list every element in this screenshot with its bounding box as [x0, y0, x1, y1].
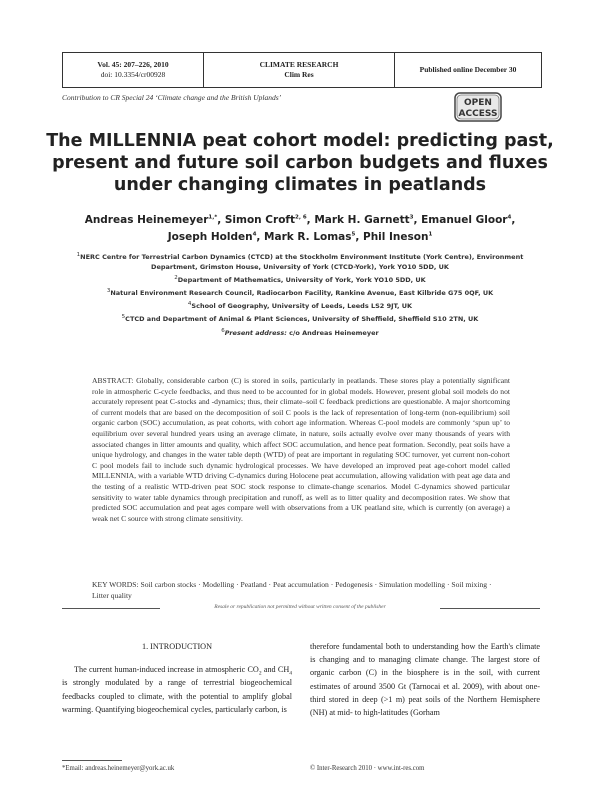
- author-affiliation-marker: 1,*: [208, 214, 218, 221]
- affiliation-2: $^2$Department of Mathematics, University of York, York YO10 5DD, UK: [174, 274, 426, 284]
- resale-note: Resale or republication not permitted without written consent of the publisher: [160, 604, 440, 610]
- doi-link[interactable]: doi: 10.3354/cr00928: [100, 70, 166, 79]
- copyright-note: © Inter-Research 2010 · www.int-res.com: [310, 765, 425, 772]
- abstract: [92, 376, 510, 524]
- author-list: [60, 212, 540, 246]
- author-affiliation-marker: 3: [409, 214, 414, 221]
- author-name: Joseph Holden: [167, 231, 253, 243]
- open-access-logo: [454, 92, 502, 122]
- author-separator: ,: [355, 231, 363, 243]
- journal-abbrev: Clim Res: [284, 70, 314, 79]
- author-affiliation-marker: 5: [351, 231, 356, 238]
- affiliation-3: $^3$Natural Environment Research Council, Radiocarbon Facility, Rankine Avenue, East Kilbride G75 0QF, UK: [106, 287, 494, 297]
- published-cell: [395, 53, 541, 87]
- affiliation-1: $^1$NERC Centre for Terrestrial Carbon Dynamics (CTCD) at the Stockholm Environment Institute (York Centre), Environment Department, Grimston House, University of York (CTCD-York), York YO10 5DD, UK: [76, 251, 524, 271]
- keywords: [92, 580, 510, 601]
- paper-title: The MILLENNIA peat cohort model: predicting past, present and future soil carbon budgets and fluxes under changing climates in peatlands: [46, 131, 554, 195]
- intro-paragraph-2: therefore fundamental both to understanding how the Earth's climate is changing and to managing climate change. The largest store of organic carbon (C) in the biosphere is in the soil, with current estimates of around 3500 Gt (Tarnocai et al. 2009), with about one-third stored in deep (>1 m) peat soils of the Northern Hemisphere (NH) at mid- to high-latitudes (Gorham: [310, 642, 540, 718]
- author-separator: ,: [256, 231, 265, 243]
- author-name: Mark H. Garnett: [314, 214, 410, 226]
- keywords-label: KEY WORDS:: [92, 580, 139, 589]
- author-affiliation-marker: 4: [252, 231, 257, 238]
- section-heading-introduction: 1. INTRODUCTION: [141, 642, 213, 651]
- author-name: Andreas Heinemeyer: [84, 214, 209, 226]
- author-affiliation-marker: 2, 6: [295, 214, 307, 221]
- journal-header: [62, 52, 542, 88]
- abstract-text: Globally, considerable carbon (C) is stored in soils, particularly in peatlands. These stores play a potentially significant role in atmospheric C-cycle feedbacks, and thus need to be accounted for in global models. However, present global soil models do not accurately represent peat C-stocks and -dynamics; thus, their climate–soil C feedback predictions are questionable. A major shortcoming of current models that are based on the decomposition of soil C pools is the lack of representation of long-term (non-equilibrium) soil organic carbon (SOC) accumulation, as peat cohorts, with cohort age information. Whereas C-pool models are commonly ‘spun up’ to equilibrium over several hundred years using an average climate, in nature, soils actually evolve over many thousands of years with associated changes in litter amounts and quality, which affect SOC accumulation, and hence peat formation. Secondly, peat soils have a unique hydrology, and changes in the water table depth (WTD) of peat are important in regulating SOC turnover, yet current non-cohort C pool models fail to include such dynamic hydrological processes. We have developed an improved peat age-cohort model called MILLENNIA, with a variable WTD driving C-dynamics during Holocene peat accumulation, allowing validation with peat age data and the testing of a realistic WTD-driven peat SOC stock response to climate-change scenarios. Model C-dynamics showed particular sensitivity to water table dynamics through precipitation and runoff, as well as to litter quality and decomposition rates. We show that predicted SOC accumulation and peat ages compare well with observations from a UK peatland site, which is currently (on average) a weak net C source with strong climate sensitivity.: [92, 376, 510, 523]
- author-separator: ,: [511, 214, 516, 226]
- abstract-label: ABSTRACT:: [92, 376, 134, 385]
- affiliation-4: $^4$School of Geography, University of Leeds, Leeds LS2 9JT, UK: [187, 300, 413, 310]
- author-name: Mark R. Lomas: [264, 231, 352, 243]
- affiliation-5: $^5$CTCD and Department of Animal & Plant Sciences, University of Sheffield, Sheffield S10 2TN, UK: [121, 313, 479, 323]
- contribution-note: Contribution to CR Special 24 ‘Climate change and the British Uplands’: [62, 93, 282, 102]
- published-date: Published online December 30: [419, 65, 517, 74]
- author-affiliation-marker: 4: [507, 214, 512, 221]
- volume-cell: [63, 53, 204, 87]
- open-access-line2: ACCESS: [458, 109, 498, 119]
- author-separator: ,: [306, 214, 315, 226]
- present-address: $^6$Present address: c/o Andreas Heinemeyer: [221, 327, 379, 337]
- volume-info: Vol. 45: 207–226, 2010: [97, 60, 169, 69]
- author-name: Simon Croft: [224, 214, 295, 226]
- journal-name: CLIMATE RESEARCH: [259, 60, 339, 69]
- intro-column-left: [62, 640, 292, 716]
- author-name: Phil Ineson: [363, 231, 429, 243]
- footnote-rule: [62, 760, 122, 761]
- affiliations: [60, 252, 540, 341]
- corresponding-email[interactable]: *Email: andreas.heinemeyer@york.ac.uk: [62, 765, 175, 772]
- author-separator: ,: [217, 214, 225, 226]
- author-affiliation-marker: 1: [428, 231, 433, 238]
- author-separator: ,: [413, 214, 422, 226]
- keywords-text: Soil carbon stocks · Modelling · Peatland · Peat accumulation · Pedogenesis · Simulation modelling · Soil mixing · Litter quality: [92, 580, 492, 600]
- open-access-line1: OPEN: [464, 98, 492, 108]
- intro-paragraph-1: The current human-induced increase in atmospheric $CO_2$ and $CH_4$ is strongly modulated by a range of terrestrial biogeochemical feedbacks coupled to climate, with the potential to amplify global warming. Quantifying biogeochemical cycles, particularly carbon, is: [62, 665, 292, 714]
- author-name: Emanuel Gloor: [421, 214, 508, 226]
- intro-column-right: [310, 640, 540, 719]
- journal-cell: [204, 53, 395, 87]
